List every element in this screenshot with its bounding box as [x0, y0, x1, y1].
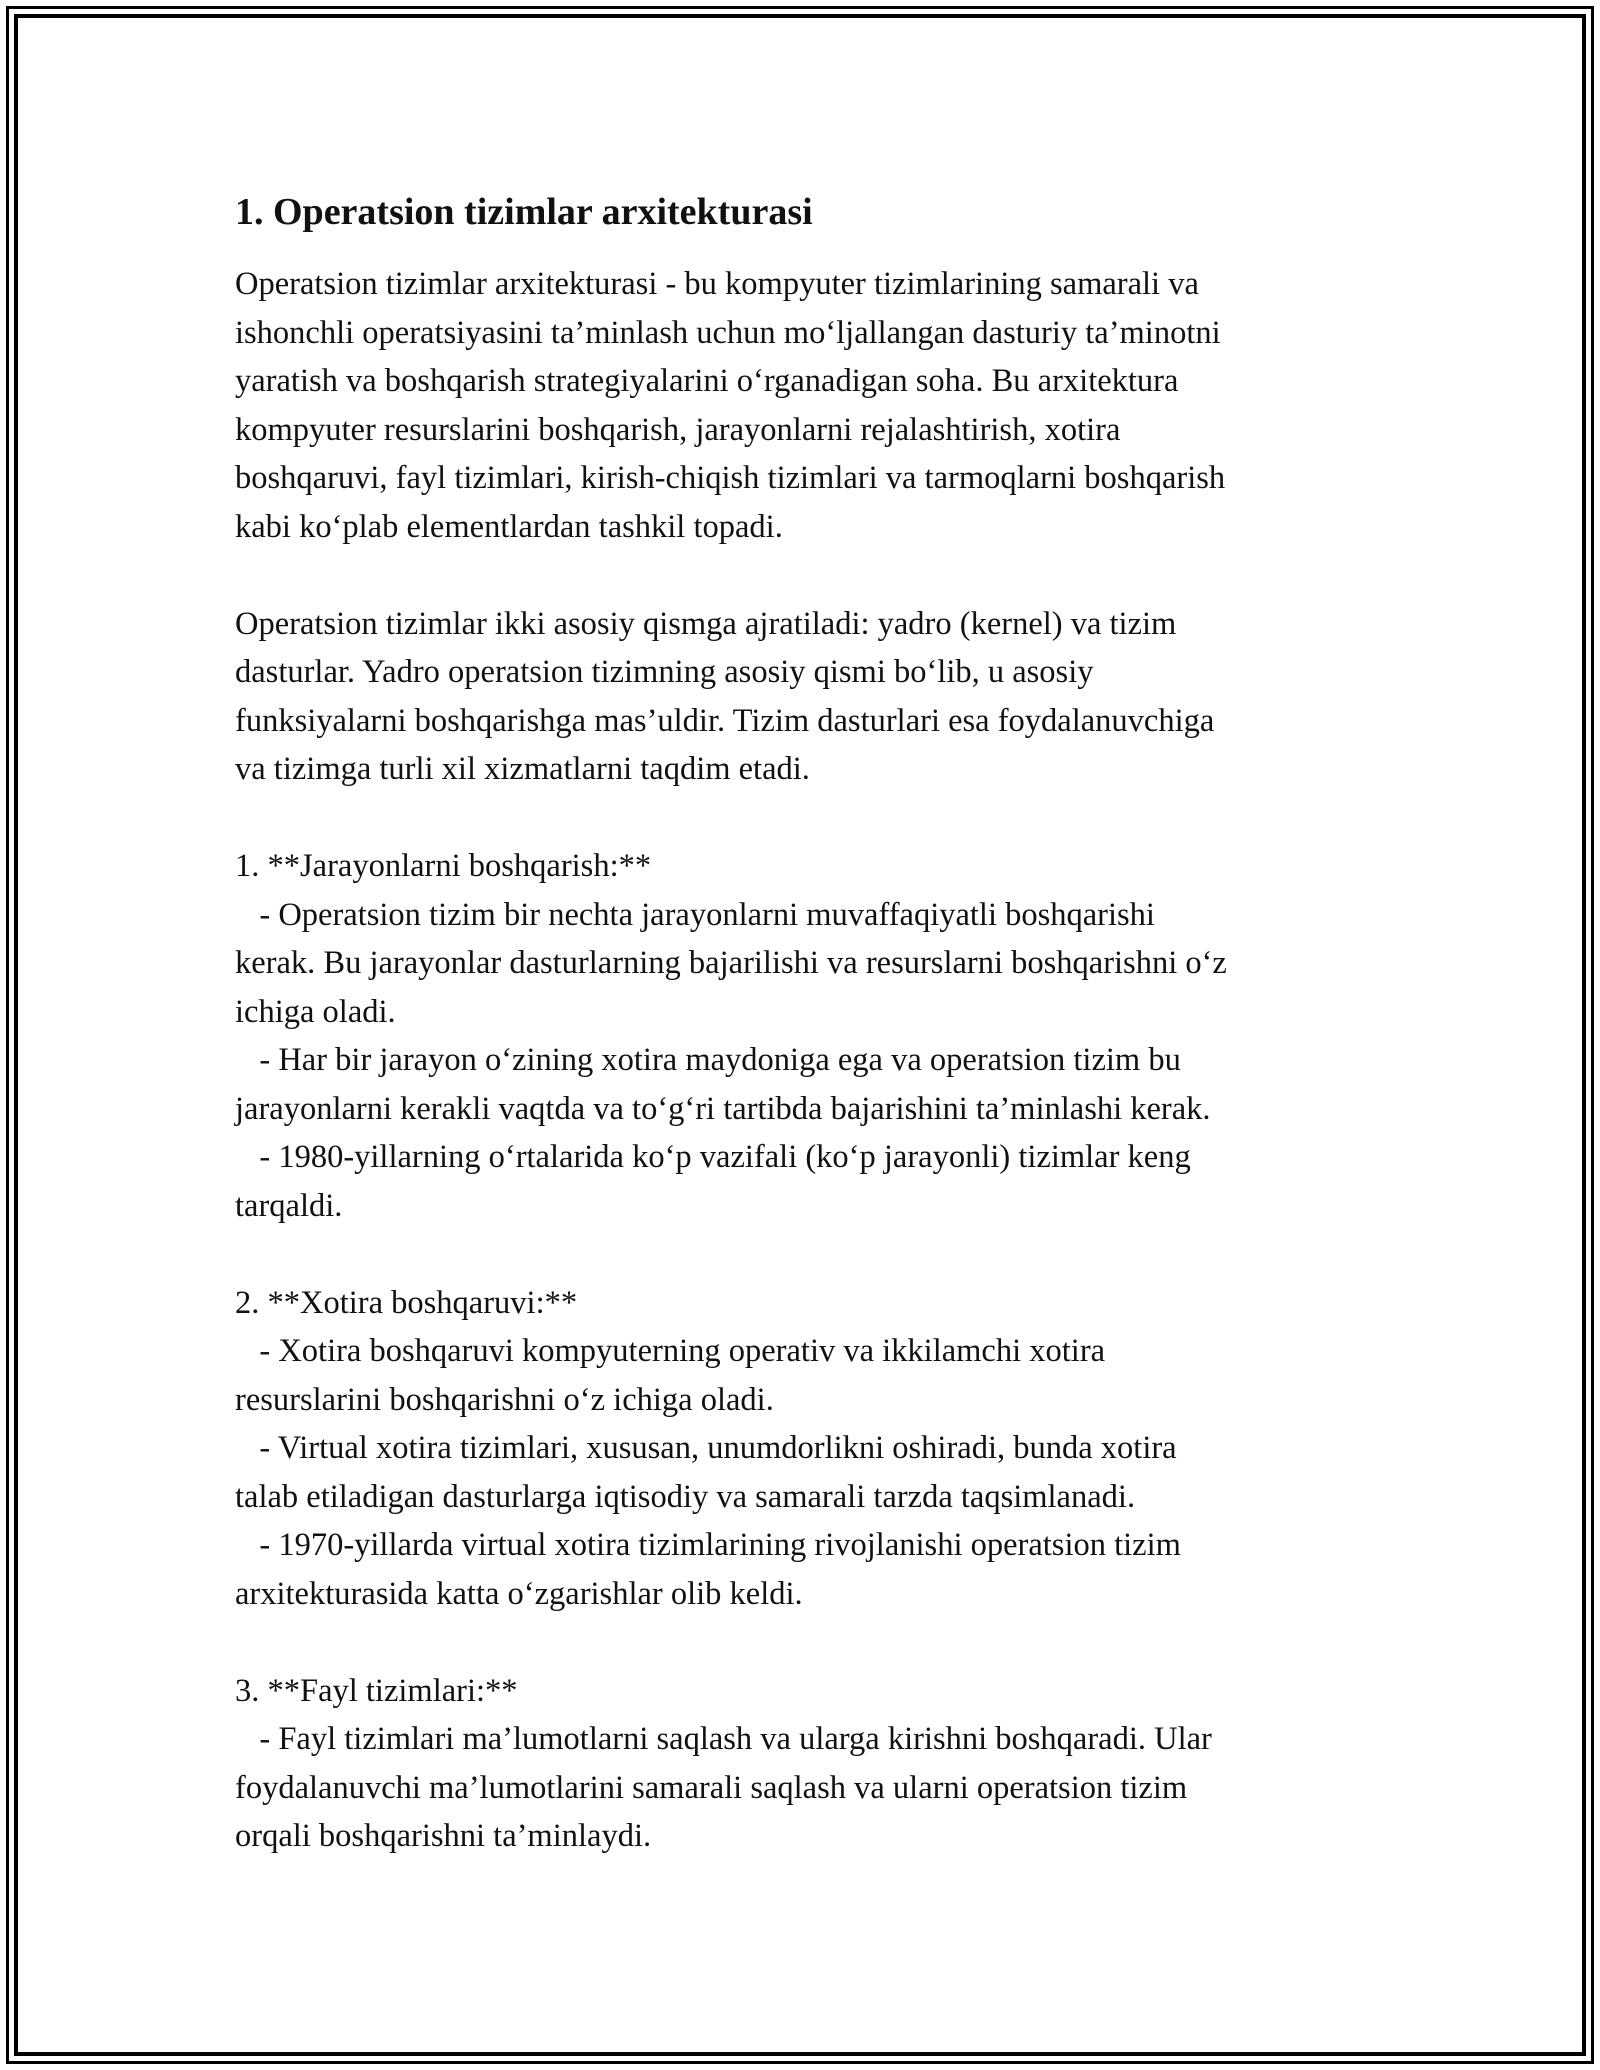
text-line: boshqaruvi, fayl tizimlari, kirish-chiqish tizimlari va tarmoqlarni boshqarish [235, 460, 1226, 496]
text-line: - 1970-yillarda virtual xotira tizimlarining rivojlanishi operatsion tizim [235, 1527, 1181, 1563]
text-line: kerak. Bu jarayonlar dasturlarning bajarilishi va resurslarni boshqarishni o‘z [235, 945, 1227, 981]
text-line: arxitekturasida katta o‘zgarishlar olib keldi. [235, 1575, 803, 1612]
text-line: - 1980-yillarning o‘rtalarida ko‘p vazifali (ko‘p jarayonli) tizimlar keng [235, 1139, 1191, 1175]
text-line: funksiyalarni boshqarishga mas’uldir. Tizim dasturlari esa foydalanuvchiga [235, 702, 1215, 739]
text-line: resurslarini boshqarishni o‘z ichiga oladi. [235, 1381, 774, 1418]
text-line: ishonchli operatsiyasini ta’minlash uchun mo‘ljallangan dasturiy ta’minotni [235, 314, 1221, 351]
paragraph-gap [235, 1618, 1365, 1667]
paragraph-gap [235, 1230, 1365, 1279]
text-line: - Fayl tizimlari ma’lumotlarni saqlash va ularga kirishni boshqaradi. Ular [235, 1721, 1212, 1757]
text-line: kabi ko‘plab elementlardan tashkil topadi. [235, 508, 783, 545]
text-line: kompyuter resurslarini boshqarish, jarayonlarni rejalashtirish, xotira [235, 411, 1121, 448]
text-line: - Xotira boshqaruvi kompyuterning operativ va ikkilamchi xotira [235, 1333, 1106, 1369]
text-line: - Virtual xotira tizimlari, xususan, unumdorlikni oshiradi, bunda xotira [235, 1430, 1177, 1466]
text-line: tarqaldi. [235, 1187, 343, 1224]
text-line: - Har bir jarayon o‘zining xotira maydoniga ega va operatsion tizim bu [235, 1042, 1181, 1078]
text-line: jarayonlarni kerakli vaqtda va to‘g‘ri tartibda bajarishini ta’minlashi kerak. [235, 1090, 1211, 1127]
text-line: Operatsion tizimlar arxitekturasi - bu kompyuter tizimlarining samarali va [235, 266, 1199, 302]
paragraph-gap [235, 794, 1365, 843]
text-line: dasturlar. Yadro operatsion tizimning asosiy qismi bo‘lib, u asosiy [235, 654, 1094, 690]
text-line: - Operatsion tizim bir nechta jarayonlarni muvaffaqiyatli boshqarishi [235, 896, 1155, 933]
document-body [235, 188, 1365, 1861]
text-line: orqali boshqarishni ta’minlaydi. [235, 1818, 652, 1854]
text-line: Operatsion tizimlar ikki asosiy qismga ajratiladi: yadro (kernel) va tizim [235, 605, 1177, 642]
text-line: foydalanuvchi ma’lumotlarini samarali saqlash va ularni operatsion tizim [235, 1769, 1188, 1806]
text-line: ichiga oladi. [235, 993, 396, 1030]
section-heading: 1. **Jarayonlarni boshqarish:** [235, 848, 652, 884]
text-line: va tizimga turli xil xizmatlarni taqdim etadi. [235, 751, 810, 787]
paragraph-gap [235, 551, 1365, 600]
document-title: 1. Operatsion tizimlar arxitekturasi [235, 191, 813, 233]
document-text [235, 260, 1365, 1861]
section-heading: 3. **Fayl tizimlari:** [235, 1672, 518, 1709]
section-heading: 2. **Xotira boshqaruvi:** [235, 1284, 578, 1321]
text-line: yaratish va boshqarish strategiyalarini o‘rganadigan soha. Bu arxitektura [235, 363, 1179, 399]
text-line: talab etiladigan dasturlarga iqtisodiy va samarali tarzda taqsimlanadi. [235, 1478, 1136, 1515]
